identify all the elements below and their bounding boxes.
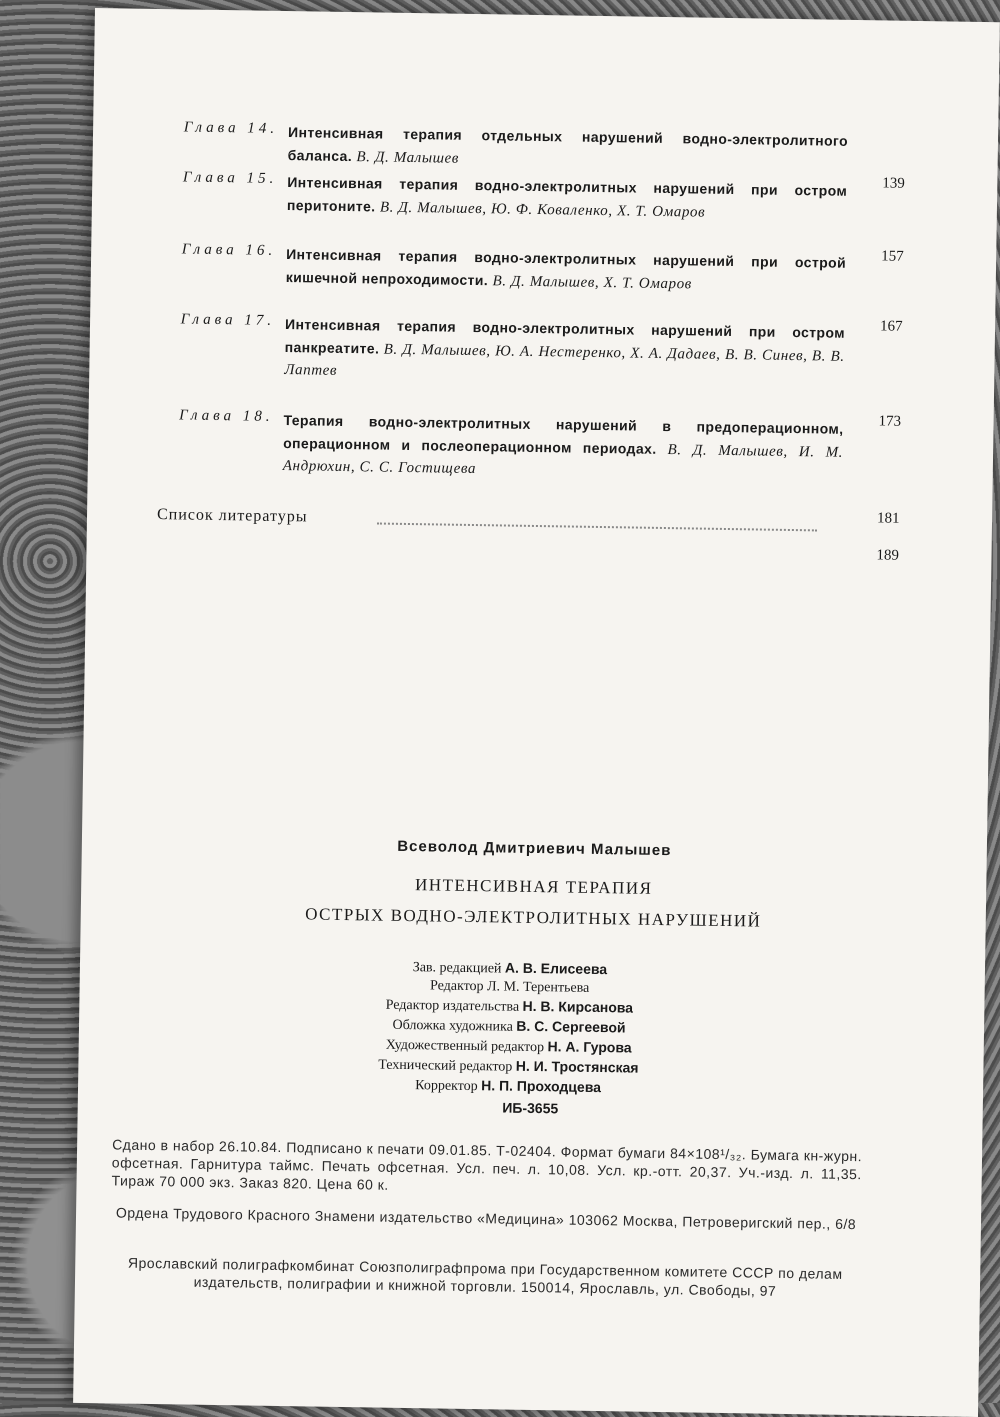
staff-role: Обложка художника xyxy=(392,1017,513,1035)
chapter-label: Глава 16. xyxy=(181,241,277,259)
staff-role: Редактор издательства xyxy=(385,997,520,1015)
toc-entry-text xyxy=(286,243,847,298)
page-number: 181 xyxy=(876,510,900,527)
chapter-authors: В. Д. Малышев, Х. Т. Омаров xyxy=(492,273,692,293)
book-title-line1: ИНТЕНСИВНАЯ ТЕРАПИЯ xyxy=(414,875,653,898)
chapter-label: Глава 14. xyxy=(183,119,279,137)
imprint-printing-info: Сдано в набор 26.10.84. Подписано к печати 09.01.85. Т-02404. Формат бумаги 84×108¹/₃₂. Бумага кн-журн. офсетная. Гарнитура таймс. Печать офсетная. Усл. печ. л. 10,08. Усл. кр.-отт. 20,37. Уч.-изд. л. 11,35. Тираж 70 000 экз. Заказ 820. Цена 60 к. xyxy=(111,1136,863,1193)
dot-leader xyxy=(377,512,817,531)
staff-role: Редактор xyxy=(429,978,484,995)
chapter-title: Интенсивная терапия водно-электролитных нарушений при острой кишечной непроходимости. xyxy=(285,246,847,289)
toc-entry xyxy=(181,241,847,298)
page-number: 173 xyxy=(878,413,902,430)
staff-role: Корректор xyxy=(415,1078,478,1095)
imprint-publisher: Ордена Трудового Красного Знамени издательство «Медицина» 103062 Москва, Петроверигский пер., 6/8 xyxy=(115,1204,857,1233)
book-page xyxy=(73,8,1000,1417)
book-title-line2: ОСТРЫХ ВОДНО-ЭЛЕКТРОЛИТНЫХ НАРУШЕНИЙ xyxy=(305,904,762,931)
chapter-label: Глава 15. xyxy=(182,169,278,187)
staff-role: Зав. редакцией xyxy=(412,960,502,977)
toc-entry xyxy=(179,407,844,486)
imprint-printer: Ярославский полиграфкомбинат Союзполиграфпрома при Государственном комитете СССР по делам издательств, полиграфии и книжной торговли. 150014, Ярославль, ул. Свободы, 97 xyxy=(127,1254,843,1299)
staff-name: Н. В. Кирсанова xyxy=(522,997,634,1016)
ib-number: ИБ-3655 xyxy=(502,1099,559,1117)
editorial-staff xyxy=(278,955,740,1100)
literature-label: Список литературы xyxy=(156,506,308,526)
staff-name: Н. А. Гурова xyxy=(547,1038,632,1056)
literature-page-number: 189 xyxy=(876,547,900,564)
page-content xyxy=(73,8,1000,1417)
page-number: 167 xyxy=(879,318,903,335)
staff-name: Л. М. Терентьева xyxy=(486,979,590,996)
toc-entry xyxy=(183,119,849,176)
staff-role: Художественный редактор xyxy=(385,1037,545,1056)
staff-name: Н. И. Тростянская xyxy=(515,1057,639,1076)
toc-entry xyxy=(180,311,846,390)
staff-name: Н. П. Проходцева xyxy=(481,1077,602,1096)
chapter-title: Терапия водно-электролитных нарушений в предоперационном, операционном и послеоперационном периодах. xyxy=(283,412,844,457)
page-number: 139 xyxy=(882,175,905,192)
toc-entry-text xyxy=(287,171,848,226)
chapter-title: Интенсивная терапия отдельных нарушений водно-электролитного баланса. xyxy=(287,124,849,165)
toc-entry-text xyxy=(283,409,844,486)
chapter-authors: В. Д. Малышев xyxy=(356,149,460,167)
chapter-authors: В. Д. Малышев, Ю. Ф. Коваленко, Х. Т. Омаров xyxy=(379,199,706,221)
toc-entry xyxy=(182,169,848,226)
chapter-label: Глава 17. xyxy=(180,311,276,329)
chapter-authors: В. Д. Малышев, И. М. Андрюхин, С. С. Гостищева xyxy=(282,442,844,478)
page-number: 157 xyxy=(881,248,904,265)
staff-name: В. С. Сергеевой xyxy=(516,1017,626,1036)
chapter-label: Глава 18. xyxy=(179,407,274,425)
chapter-title: Интенсивная терапия водно-электролитных нарушений при остром панкреатите. xyxy=(284,316,846,357)
book-author: Всеволод Дмитриевич Малышев xyxy=(397,837,672,860)
chapter-authors: В. Д. Малышев, Ю. А. Нестеренко, Х. А. Дадаев, В. В. Синев, В. В. Лаптев xyxy=(284,341,845,379)
toc-entry-text xyxy=(288,121,849,176)
chapter-title: Интенсивная терапия водно-электролитных нарушений при остром перитоните. xyxy=(286,174,848,215)
staff-role: Технический редактор xyxy=(378,1057,513,1075)
toc-entry-text xyxy=(284,313,845,390)
staff-name: А. В. Елисеева xyxy=(504,959,608,978)
